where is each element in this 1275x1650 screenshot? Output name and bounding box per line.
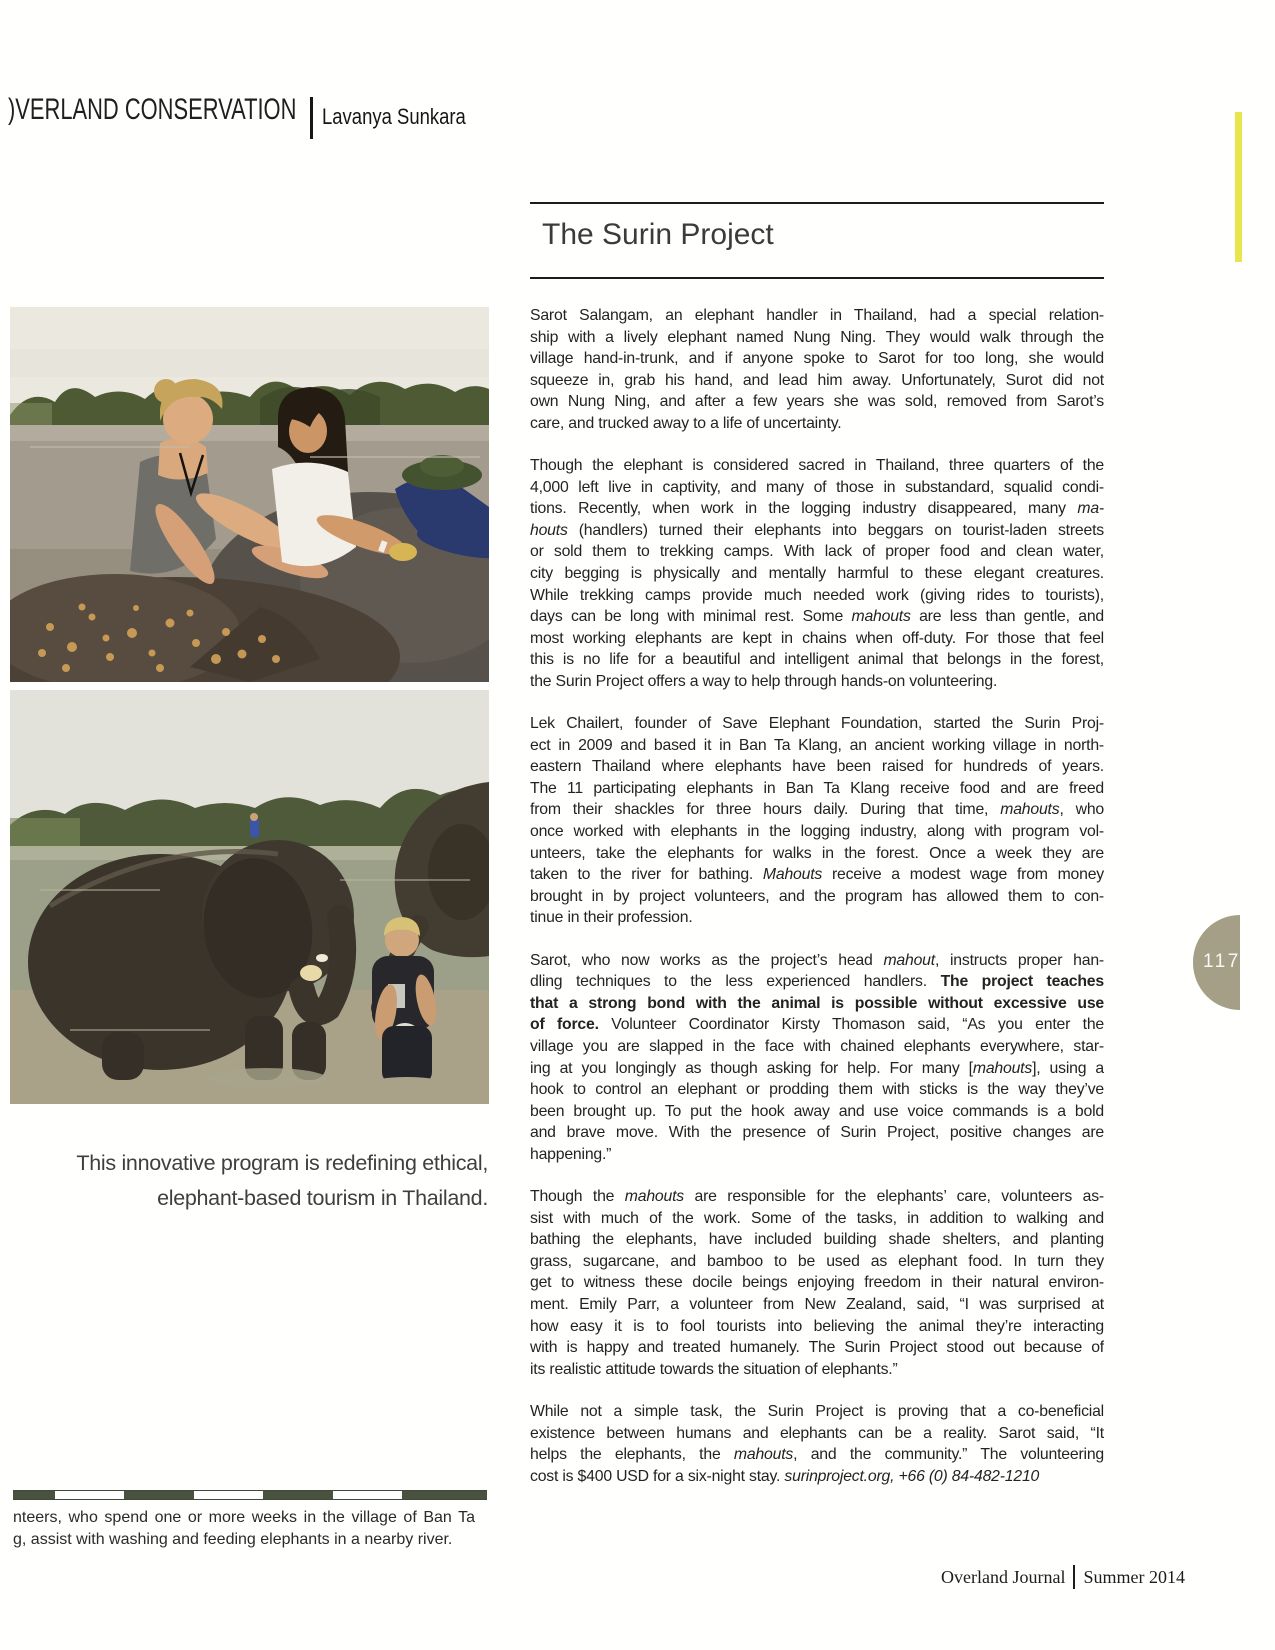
photo-elephant-feeding	[10, 690, 489, 1104]
footer-divider	[1073, 1565, 1075, 1589]
paragraph-line: this is no life for a beautiful and intelligent animal that belongs in the forest,	[530, 651, 1104, 669]
paragraph-line: Sarot, who now works as the project’s head mahout, instructs proper han-	[530, 951, 1104, 969]
paragraph-line: ing at you longingly as though asking for help. For many [mahouts], using a	[530, 1059, 1104, 1077]
paragraph-line: tinue in their profession.	[530, 909, 693, 927]
text-line: g, assist with washing and feeding elephants in a nearby river.	[13, 1530, 453, 1548]
paragraph-line: ect in 2009 and based it in Ban Ta Klang, an ancient working village in north-	[530, 736, 1104, 754]
article-paragraph	[530, 1401, 1104, 1487]
footer-issue: Summer 2014	[1083, 1566, 1185, 1587]
paragraph-line: once worked with elephants in the logging industry, along with program vol-	[530, 823, 1104, 841]
photo-elephant-feeding-art	[10, 690, 489, 1104]
paragraph-line: squeeze in, grab his hand, and lead him away. Unfortunately, Surot did not	[530, 371, 1104, 389]
paragraph-line: most working elephants are kept in chains when off-duty. For those that feel	[530, 629, 1104, 647]
section-title: )VERLAND CONSERVATION	[8, 93, 297, 126]
paragraph-line: Though the mahouts are responsible for the elephants’ care, volunteers as-	[530, 1188, 1104, 1206]
paragraph-line: or sold them to trekking camps. With lack of proper food and clean water,	[530, 543, 1104, 561]
article-paragraph	[530, 455, 1104, 692]
paragraph-line: its realistic attitude towards the situation of elephants.”	[530, 1360, 898, 1378]
paragraph-line: hook to control an elephant or prodding them with sticks is the way they’ve	[530, 1081, 1104, 1099]
paragraph-line: While trekking camps provide much needed work (giving rides to tourists),	[530, 586, 1104, 604]
paragraph-line: Lek Chailert, founder of Save Elephant Foundation, started the Surin Proj-	[530, 715, 1104, 733]
paragraph-line: taken to the river for bathing. Mahouts receive a modest wage from money	[530, 866, 1104, 884]
paragraph-line: care, and trucked away to a life of uncertainty.	[530, 414, 842, 432]
photo-elephant-bathing	[10, 307, 489, 682]
paragraph-line: While not a simple task, the Surin Project is proving that a co-beneficial	[530, 1403, 1104, 1421]
page-number: 117	[1203, 951, 1241, 972]
paragraph-line: The 11 participating elephants in Ban Ta Klang receive food and are freed	[530, 779, 1104, 797]
yellow-highlight-bar	[1235, 112, 1242, 262]
paragraph-line: happening.”	[530, 1145, 612, 1163]
paragraph-line: how easy it is to fool tourists into believing the animal they’re interacting	[530, 1317, 1104, 1335]
paragraph-line: Sarot Salangam, an elephant handler in Thailand, had a special relation-	[530, 307, 1104, 324]
paragraph-line: bathing the elephants, have included building shade shelters, and planting	[530, 1231, 1104, 1249]
paragraph-line: the Surin Project offers a way to help through hands-on volunteering.	[530, 672, 998, 690]
article-paragraph	[530, 950, 1104, 1165]
title-rule-top	[530, 202, 1104, 204]
paragraph-line: houts (handlers) turned their elephants into beggars on tourist-laden streets	[530, 521, 1104, 539]
paragraph-line: dling techniques to the less experienced handlers. The project teaches	[530, 973, 1104, 991]
footer-journal-name: Overland Journal	[941, 1566, 1066, 1587]
paragraph-line: own Nung Ning, and after a few years she was sold, removed from Sarot’s	[530, 393, 1104, 411]
paragraph-line: grass, sugarcane, and bamboo to be used as elephant food. In turn they	[530, 1252, 1104, 1270]
title-rule-bottom	[530, 277, 1104, 279]
header-divider	[310, 97, 313, 139]
paragraph-line: and brave move. With the presence of Surin Project, positive changes are	[530, 1124, 1104, 1142]
paragraph-line: get to witness these docile beings enjoying freedom in their natural environ-	[530, 1274, 1104, 1292]
paragraph-line: unteers, take the elephants for walks in the forest. Once a week they are	[530, 844, 1104, 862]
paragraph-line: with is happy and treated humanely. The Surin Project stood out because of	[530, 1339, 1104, 1357]
paragraph-line: ment. Emily Parr, a volunteer from New Zealand, said, “I was surprised at	[530, 1295, 1104, 1313]
paragraph-line: 4,000 left live in captivity, and many of those in substandard, squalid condi-	[530, 478, 1104, 496]
page-number-tab	[1193, 915, 1240, 1010]
paragraph-line: brought in by project volunteers, and the program has allowed them to con-	[530, 887, 1104, 905]
paragraph-line: eastern Thailand where elephants have been raised for hundreds of years.	[530, 758, 1104, 776]
article-paragraph	[530, 305, 1104, 434]
text-line: elephant-based tourism in Thailand.	[157, 1186, 488, 1210]
author-byline: Lavanya Sunkara	[322, 104, 466, 129]
paragraph-line: helps the elephants, the mahouts, and the community.” The volunteering	[530, 1446, 1104, 1464]
distant-mahout	[250, 813, 259, 837]
photo-caption	[13, 1507, 475, 1550]
paragraph-line: village hand-in-trunk, and if anyone spoke to Sarot for too long, she would	[530, 350, 1104, 368]
paragraph-line: been brought up. To put the hook away and use voice commands is a bold	[530, 1102, 1104, 1120]
article-paragraph	[530, 1186, 1104, 1380]
text-line: nteers, who spend one or more weeks in the village of Ban Ta	[13, 1509, 475, 1526]
pull-quote	[14, 1146, 488, 1216]
paragraph-line: Though the elephant is considered sacred in Thailand, three quarters of the	[530, 457, 1104, 475]
paragraph-line: sist with much of the work. Some of the tasks, in addition to walking and	[530, 1209, 1104, 1227]
article-title: The Surin Project	[542, 218, 774, 251]
paragraph-line: village you are slapped in the face with chained elephants everywhere, star-	[530, 1037, 1104, 1055]
photo-elephant-bathing-art	[10, 307, 489, 682]
paragraph-line: of force. Volunteer Coordinator Kirsty Thomason said, “As you enter the	[530, 1016, 1104, 1034]
footer	[941, 1565, 1185, 1589]
striped-divider	[13, 1490, 487, 1500]
paragraph-line: that a strong bond with the animal is possible without excessive use	[530, 994, 1104, 1012]
text-line: This innovative program is redefining ethical,	[76, 1151, 488, 1175]
article-paragraph	[530, 713, 1104, 928]
paragraph-line: ship with a lively elephant named Nung Ning. They would walk through the	[530, 328, 1104, 346]
paragraph-line: days can be long with minimal rest. Some mahouts are less than gentle, and	[530, 608, 1104, 626]
paragraph-line: tions. Recently, when work in the logging industry disappeared, many ma-	[530, 500, 1104, 518]
article-body	[530, 305, 1104, 1508]
paragraph-line: cost is $400 USD for a six-night stay. surinproject.org, +66 (0) 84-482-1210	[530, 1467, 1040, 1485]
paragraph-line: existence between humans and elephants can be a reality. Sarot said, “It	[530, 1424, 1104, 1442]
paragraph-line: city begging is physically and mentally harmful to these elegant creatures.	[530, 565, 1104, 583]
paragraph-line: from their shackles for three hours daily. During that time, mahouts, who	[530, 801, 1104, 819]
